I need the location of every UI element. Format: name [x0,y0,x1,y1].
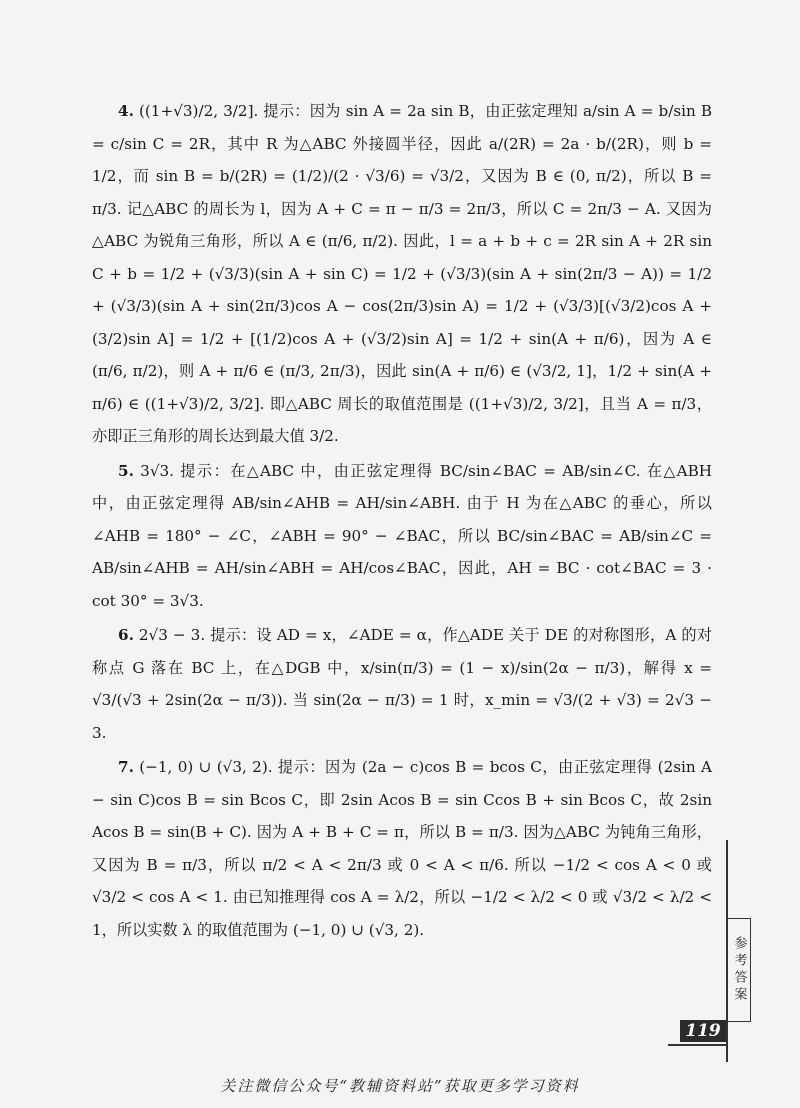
problem-7 [92,751,712,946]
problem-number: 5. [118,461,134,480]
page-number: 119 [680,1020,726,1042]
problem-4 [92,95,712,453]
problem-text: (−1, 0) ∪ (√3, 2). 提示：因为 (2a − c)cos B = bcos C，由正弦定理得 (2sin A − sin C)cos B = sin Bcos C，即 2sin Acos B = sin Ccos B + sin Bcos C，故 2sin Acos B = sin(B + C). 因为 A + B + C = π，所以 B = π/3. 因为△ABC 为钝角三角形，又因为 B = π/3，所以 π/2 < A < 2π/3 或 0 < A < π/6. 所以 −1/2 < cos A < 0 或 √3/2 < cos A < 1. 由已知推理得 cos A = λ/2，所以 −1/2 < λ/2 < 0 或 √3/2 < λ/2 < 1，所以实数 λ 的取值范围为 (−1, 0) ∪ (√3, 2). [92,758,712,939]
problem-6 [92,619,712,749]
answer-content [92,95,712,946]
problem-text: 2√3 − 3. 提示：设 AD = x，∠ADE = α，作△ADE 关于 DE 的对称图形，A 的对称点 G 落在 BC 上，在△DGB 中，x/sin(π/3) = (1 − x)/sin(2α − π/3)，解得 x = √3/(√3 + 2sin(2α − π/3)). 当 sin(2α − π/3) = 1 时，x_min = √3/(2 + √3) = 2√3 − 3. [92,626,712,742]
problem-5 [92,455,712,618]
problem-number: 7. [118,758,134,776]
footer-note: 关注微信公众号“教辅资料站”获取更多学习资料 [220,1077,580,1095]
side-tab-label: 参考答案 [731,936,747,1004]
side-tab [728,918,751,1022]
problem-number: 4. [118,102,134,120]
problem-text: ((1+√3)/2, 3/2]. 提示：因为 sin A = 2a sin B，由正弦定理知 a/sin A = b/sin B = c/sin C = 2R，其中 R 为△ABC 外接圆半径，因此 a/(2R) = 2a · b/(2R)，则 b = 1/2，而 sin B = b/(2R) = (1/2)/(2 · √3/6) = √3/2，又因为 B ∈ (0, π/2)，所以 B = π/3. 记△ABC 的周长为 l，因为 A + C = π − π/3 = 2π/3，所以 C = 2π/3 − A. 又因为△ABC 为锐角三角形，所以 A ∈ (π/6, π/2). 因此，l = a + b + c = 2R sin A + 2R sin C + b = 1/2 + (√3/3)(sin A + sin C) = 1/2 + (√3/3)(sin A + sin(2π/3 − A)) = 1/2 + (√3/3)(sin A + sin(2π/3)cos A − cos(2π/3)sin A) = 1/2 + (√3/3)[(√3/2)cos A + (3/2)sin A] = 1/2 + [(1/2)cos A + (√3/2)sin A] = 1/2 + sin(A + π/6)，因为 A ∈ (π/6, π/2)，则 A + π/6 ∈ (π/3, 2π/3)，因此 sin(A + π/6) ∈ (√3/2, 1]，1/2 + sin(A + π/6) ∈ ((1+√3)/2, 3/2]. 即△ABC 周长的取值范围是 ((1+√3)/2, 3/2]，且当 A = π/3，亦即正三角形的周长达到最大值 3/2. [92,102,713,445]
page-number-rule [668,1044,728,1046]
problem-number: 6. [118,626,134,644]
problem-text: 3√3. 提示：在△ABC 中，由正弦定理得 BC/sin∠BAC = AB/sin∠C. 在△ABH 中，由正弦定理得 AB/sin∠AHB = AH/sin∠ABH. 由于 H 为在△ABC 的垂心，所以 ∠AHB = 180° − ∠C，∠ABH = 90° − ∠BAC，所以 BC/sin∠BAC = AB/sin∠C = AB/sin∠AHB = AH/sin∠ABH = AH/cos∠BAC，因此，AH = BC · cot∠BAC = 3 · cot 30° = 3√3. [92,461,713,610]
